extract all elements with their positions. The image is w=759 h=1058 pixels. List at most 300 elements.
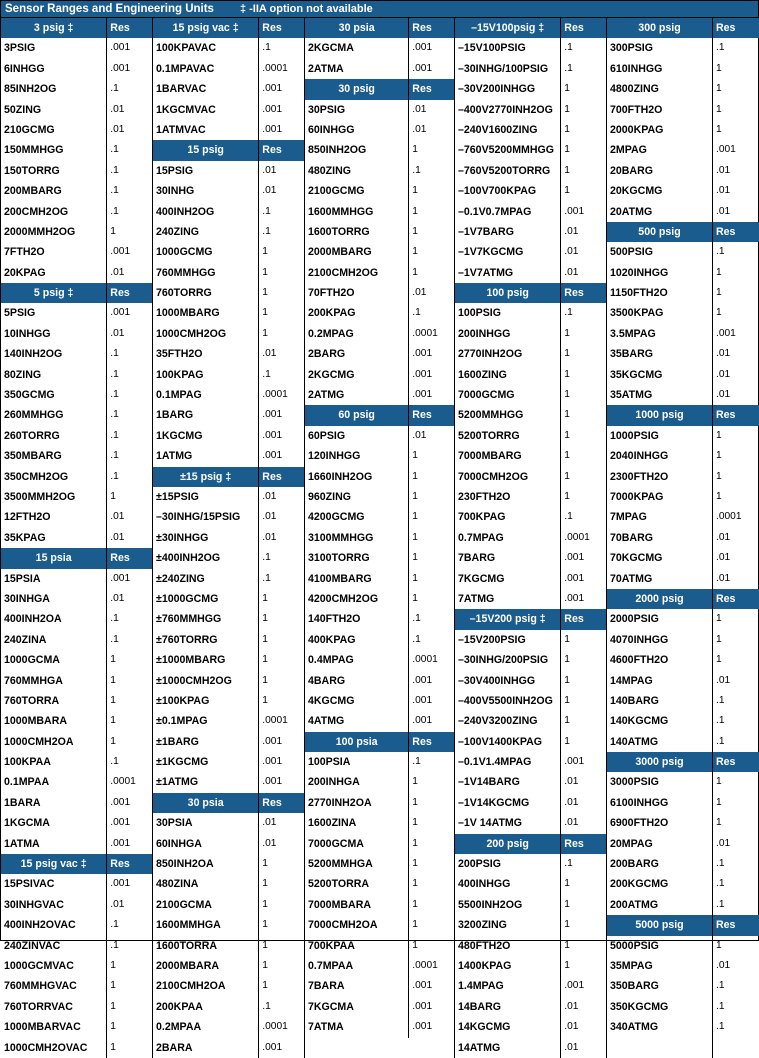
res-cell: 1 [716,266,722,278]
range-cell: 70BARG [610,531,653,544]
range-cell: 7000KPAG [610,490,664,503]
res-cell: 1 [412,470,418,482]
res-cell: .001 [110,307,131,319]
range-cell: 5500INH2OG [458,898,523,911]
res-cell: 1 [412,225,418,237]
res-group-header: Res [107,548,152,568]
res-cell: .1 [110,83,119,95]
res-cell: .1 [110,389,119,401]
res-cell: 1 [412,817,418,829]
range-cell: 1600TORRA [156,939,218,952]
range-cell: 700KPAG [458,511,506,524]
range-cell: –15V200PSIG [458,633,526,646]
range-cell: 7ATMG [458,592,495,605]
res-cell: 1 [412,898,418,910]
range-cell: 1600TORRG [308,225,370,238]
range-group-header: 500 psig [607,222,712,242]
range-group-header: 5000 psig [607,915,712,935]
res-cell: 1 [716,490,722,502]
res-cell: .01 [716,552,731,564]
range-cell: 7000GCMA [308,837,364,850]
range-cell: 1BARG [156,409,194,422]
range-cell: 4KGCMG [308,694,355,707]
range-cell: 1600ZINA [308,817,357,830]
range-cell: 2000KPAG [610,123,664,136]
res-cell: .01 [262,511,277,523]
column-2 [153,18,305,1058]
range-cell: 200KGCMG [610,878,669,891]
range-cell: 850INH2OA [156,858,214,871]
range-cell: 260MMHGG [4,409,64,422]
res-cell: .01 [564,225,579,237]
res-cell: 1 [412,205,418,217]
range-cell: 240ZING [156,225,199,238]
range-cell: 20MPAG [610,837,653,850]
res-cell: .01 [110,123,125,135]
range-cell: 850INH2OG [308,144,367,157]
res-cell: .1 [110,633,119,645]
res-cell: 1 [412,858,418,870]
res-cell: .0001 [412,327,438,339]
range-cell: 7000CMH2OA [308,919,378,932]
range-cell: 350CMH2OG [4,470,69,483]
res-cell: .001 [412,42,433,54]
range-cell: –1V14KGCMG [458,796,530,809]
res-cell: 1 [716,123,722,135]
range-cell: 3500MMH2OG [4,490,76,503]
res-group-header: Res [713,18,759,38]
range-cell: 200KPAG [308,307,356,320]
res-group-header: Res [561,834,606,854]
range-cell: 85INH2OG [4,83,57,96]
empty-cell [607,1038,712,1058]
range-cell: 4600FTH2O [610,654,669,667]
res-cell: 1 [564,144,570,156]
range-cell: 350BARG [610,980,659,993]
range-group-header: –15V200 psig ‡ [455,609,560,629]
res-group-header: Res [259,140,304,160]
res-cell: 1 [262,959,268,971]
range-group-header: ±15 psig ‡ [153,467,258,487]
range-cell: 30INHG [156,185,195,198]
res-cell: .1 [110,613,119,625]
res-cell: 1 [716,62,722,74]
table-title-bar [1,1,758,18]
table-body [1,18,758,1058]
res-cell: 1 [716,796,722,808]
res-cell: .01 [110,266,125,278]
res-cell: .01 [716,389,731,401]
range-cell: 1600ZING [458,368,507,381]
res-cell: .1 [564,42,573,54]
res-cell: .001 [716,144,736,156]
column-4-values [455,18,561,1058]
res-cell: .1 [110,756,119,768]
range-group-header: 15 psig vac ‡ [153,18,258,38]
range-cell: 2770INH2OG [458,348,523,361]
range-cell: 200PSIG [458,858,501,871]
res-cell: .1 [110,429,119,441]
range-cell: 3200ZING [458,919,507,932]
range-cell: 15PSIG [156,164,194,177]
range-cell: 2040INHGG [610,450,669,463]
range-cell: 1000MBARVAC [4,1021,81,1034]
res-cell: .001 [110,62,131,74]
res-cell: .0001 [716,511,742,523]
res-cell: .001 [262,776,283,788]
range-cell: ±30INHGG [156,531,209,544]
res-group-header: Res [259,793,304,813]
res-cell: 1 [564,470,570,482]
res-cell: .01 [716,531,731,543]
range-cell: 100PSIA [308,756,351,769]
range-cell: 760MMHGG [156,266,216,279]
column-3-values [305,18,409,1038]
res-cell: 1 [564,327,570,339]
range-cell: 2BARG [308,348,346,361]
res-cell: .001 [262,429,283,441]
range-cell: 480FTH2O [458,939,511,952]
range-cell: 760TORRA [4,694,60,707]
range-cell: 6INHGG [4,62,45,75]
range-cell: 2KGCMG [308,368,355,381]
range-cell: 3.5MPAG [610,327,656,340]
range-cell: 60INHGG [308,123,355,136]
res-cell: .001 [110,796,131,808]
range-cell: ±1000MBARG [156,654,226,667]
range-cell: ±1BARG [156,735,199,748]
range-cell: 200ATMG [610,898,659,911]
range-cell: 400INHGG [458,878,511,891]
res-cell: 1 [262,633,268,645]
res-cell: .0001 [262,715,288,727]
res-cell: .01 [110,592,125,604]
res-cell: .001 [412,368,433,380]
range-group-header: 200 psig [455,834,560,854]
range-cell: –100V700KPAG [458,185,537,198]
range-cell: 1000GCMG [156,246,213,259]
range-cell: 3500KPAG [610,307,664,320]
res-cell: .001 [564,205,585,217]
res-cell: .001 [110,817,131,829]
range-cell: 7000CMH2OG [458,470,529,483]
range-cell: 14MPAG [610,674,653,687]
range-cell: 1600MMHGA [156,919,221,932]
range-group-header: 1000 psig [607,405,712,425]
range-cell: 480ZING [308,164,351,177]
res-cell: 1 [716,450,722,462]
range-cell: 120INHGG [308,450,361,463]
range-cell: 14BARG [458,1000,501,1013]
range-cell: 2100GCMG [308,185,365,198]
res-cell: .1 [262,205,271,217]
range-cell: 4ATMG [308,715,345,728]
range-cell: –1V7BARG [458,225,514,238]
res-cell: .1 [716,246,725,258]
res-cell: 1 [262,878,268,890]
res-cell: .0001 [262,389,288,401]
range-cell: 100KPAVAC [156,42,217,55]
res-cell: .001 [412,1021,433,1033]
range-cell: 1KGCMA [4,817,50,830]
res-cell: .01 [262,531,277,543]
res-cell: 1 [262,266,268,278]
range-cell: 1BARVAC [156,83,207,96]
range-cell: –100V1400KPAG [458,735,543,748]
range-cell: –240V3200ZING [458,715,538,728]
range-cell: 760MMHGVAC [4,980,77,993]
range-cell: 20ATMG [610,205,653,218]
range-cell: ±1000CMH2OG [156,674,232,687]
range-cell: 4200CMH2OG [308,592,379,605]
range-cell: –760V5200MMHGG [458,144,554,157]
res-group-header: Res [409,18,454,38]
range-cell: 200MBARG [4,185,62,198]
range-cell: ±1ATMG [156,776,199,789]
res-cell: 1 [412,776,418,788]
range-cell: 3100MMHGG [308,531,374,544]
range-cell: 30PSIG [308,103,346,116]
range-cell: 60PSIG [308,429,346,442]
res-group-header: Res [561,283,606,303]
range-cell: ±1000GCMG [156,592,219,605]
range-cell: ±240ZING [156,572,205,585]
res-cell: 1 [412,266,418,278]
range-cell: 340ATMG [610,1021,659,1034]
range-cell: 140INH2OG [4,348,63,361]
res-cell: .01 [262,348,277,360]
res-cell: .1 [716,858,725,870]
res-cell: 1 [262,654,268,666]
range-cell: 1000CMH2OVAC [4,1041,88,1054]
res-cell: 1 [564,123,570,135]
range-cell: 7BARG [458,552,496,565]
res-cell: .1 [262,1000,271,1012]
range-cell: 7FTH2O [4,246,45,259]
range-cell: 50ZING [4,103,42,116]
range-cell: 200KPAA [156,1000,203,1013]
range-cell: 0.1MPAA [4,776,50,789]
res-cell: .01 [564,1041,579,1053]
res-cell: 1 [564,939,570,951]
res-cell: .01 [716,185,731,197]
range-cell: 10INHGG [4,327,51,340]
res-cell: .001 [110,42,131,54]
res-cell: .0001 [262,1021,288,1033]
res-cell: 1 [110,980,116,992]
range-cell: 7KGCMA [308,1000,354,1013]
range-cell: 1.4MPAG [458,980,504,993]
res-cell: .1 [716,1021,725,1033]
res-cell: 1 [564,103,570,115]
range-cell: 0.7MPAA [308,959,354,972]
range-cell: 2100CMH2OG [308,266,379,279]
res-group-header: Res [259,18,304,38]
res-cell: 1 [564,919,570,931]
res-cell: 1 [262,287,268,299]
range-cell: 2000MBARG [308,246,372,259]
res-cell: 1 [412,796,418,808]
res-cell: .01 [262,185,277,197]
range-group-header: 30 psia [305,18,408,38]
res-cell: 1 [412,572,418,584]
res-cell: 1 [564,715,570,727]
res-cell: .001 [716,327,736,339]
res-cell: .001 [564,756,585,768]
range-cell: 2100CMH2OA [156,980,226,993]
res-cell: .01 [564,817,579,829]
range-cell: 1000MBARG [156,307,220,320]
res-cell: 1 [110,490,116,502]
res-cell: .1 [110,919,119,931]
range-cell: ±1KGCMG [156,756,209,769]
res-cell: .0001 [564,531,590,543]
res-cell: 1 [412,878,418,890]
res-cell: 1 [564,959,570,971]
res-cell: 1 [716,470,722,482]
range-cell: 140FTH2O [308,613,361,626]
range-group-header: 100 psig [455,283,560,303]
range-cell: ±15PSIG [156,490,199,503]
res-cell: .01 [716,164,731,176]
res-group-header: Res [713,405,759,425]
res-cell: .1 [110,164,119,176]
res-cell: .001 [412,980,433,992]
range-cell: 1000PSIG [610,429,659,442]
range-cell: 1000GCMA [4,654,60,667]
range-group-header: 3000 psig [607,752,712,772]
range-cell: 35KPAG [4,531,46,544]
range-cell: 480ZINA [156,878,199,891]
res-cell: .001 [262,1041,283,1053]
range-cell: 2000PSIG [610,613,659,626]
range-cell: 200INHGG [458,327,511,340]
res-cell: .1 [110,409,119,421]
res-cell: .1 [110,185,119,197]
range-cell: 150MMHGG [4,144,64,157]
range-cell: 0.2MPAA [156,1021,202,1034]
range-cell: 100PSIG [458,307,501,320]
range-cell: –0.1V0.7MPAG [458,205,532,218]
res-cell: .1 [716,715,725,727]
res-cell: .1 [564,511,573,523]
res-cell: 1 [564,694,570,706]
res-cell: .1 [262,225,271,237]
range-cell: 1000CMH2OG [156,327,227,340]
range-cell: 70ATMG [610,572,653,585]
range-cell: 760TORRG [156,287,212,300]
res-cell: 1 [262,613,268,625]
res-cell: .01 [412,103,427,115]
range-group-header: –15V100psig ‡ [455,18,560,38]
res-cell: 1 [262,246,268,258]
range-cell: 140BARG [610,694,659,707]
res-cell: .01 [716,205,731,217]
range-cell: 200INHGA [308,776,360,789]
res-cell: .01 [564,796,579,808]
column-4-resolutions [561,18,606,1058]
res-cell: .0001 [412,654,438,666]
range-cell: 2ATMG [308,389,345,402]
res-cell: 1 [412,939,418,951]
res-cell: 1 [262,307,268,319]
res-cell: .1 [564,307,573,319]
range-cell: –400V5500INH2OG [458,694,553,707]
res-cell: .01 [716,348,731,360]
range-cell: 7000MBARG [458,450,522,463]
range-cell: 3PSIG [4,42,36,55]
column-3 [305,18,455,1058]
res-cell: .01 [564,246,579,258]
range-cell: 1ATMG [156,450,193,463]
res-cell: .1 [262,42,271,54]
range-cell: ±0.1MPAG [156,715,208,728]
res-cell: .1 [262,572,271,584]
res-cell: 1 [716,83,722,95]
res-cell: .001 [412,389,433,401]
res-cell: .001 [110,246,131,258]
res-cell: .1 [412,756,421,768]
res-cell: 1 [564,389,570,401]
range-cell: 30INHGVAC [4,898,64,911]
res-cell: .001 [412,62,433,74]
res-cell: 1 [564,674,570,686]
res-cell: 1 [716,287,722,299]
res-cell: .001 [564,572,585,584]
res-cell: .001 [412,674,433,686]
range-cell: 1150FTH2O [610,287,668,300]
range-cell: 200CMH2OG [4,205,69,218]
range-group-header: 300 psig [607,18,712,38]
range-cell: –400V2770INH2OG [458,103,553,116]
res-cell: .1 [564,858,573,870]
range-cell: 2100GCMA [156,898,212,911]
range-cell: 2BARA [156,1041,193,1054]
range-cell: –30V200INHGG [458,83,536,96]
res-cell: .0001 [262,62,288,74]
range-cell: 15PSIA [4,572,41,585]
res-cell: .001 [110,878,131,890]
range-group-header: 30 psia [153,793,258,813]
res-cell: .01 [564,266,579,278]
res-cell: 1 [564,429,570,441]
res-cell: .001 [412,715,433,727]
res-cell: .001 [412,1000,433,1012]
res-cell: .1 [716,878,725,890]
res-cell: .001 [262,83,283,95]
title-footnote: ‡ -IIA option not available [239,3,373,15]
res-cell: .01 [110,531,125,543]
range-cell: 1000MBARA [4,715,67,728]
range-cell: 5000PSIG [610,939,659,952]
range-cell: –30INHG/15PSIG [156,511,241,524]
res-cell: 1 [262,694,268,706]
range-cell: –1V 14ATMG [458,817,522,830]
res-cell: .1 [716,898,725,910]
res-cell: 1 [564,633,570,645]
range-cell: 7MPAG [610,511,647,524]
range-cell: 1000GCMVAC [4,959,74,972]
range-cell: 1600MMHGG [308,205,374,218]
res-cell: 1 [716,613,722,625]
res-cell: 1 [262,919,268,931]
range-cell: –30INHG/100PSIG [458,62,549,75]
res-cell: 1 [412,450,418,462]
range-cell: 2000MBARA [156,959,219,972]
res-cell: 1 [412,511,418,523]
range-cell: 4BARG [308,674,346,687]
res-group-header: Res [107,18,152,38]
